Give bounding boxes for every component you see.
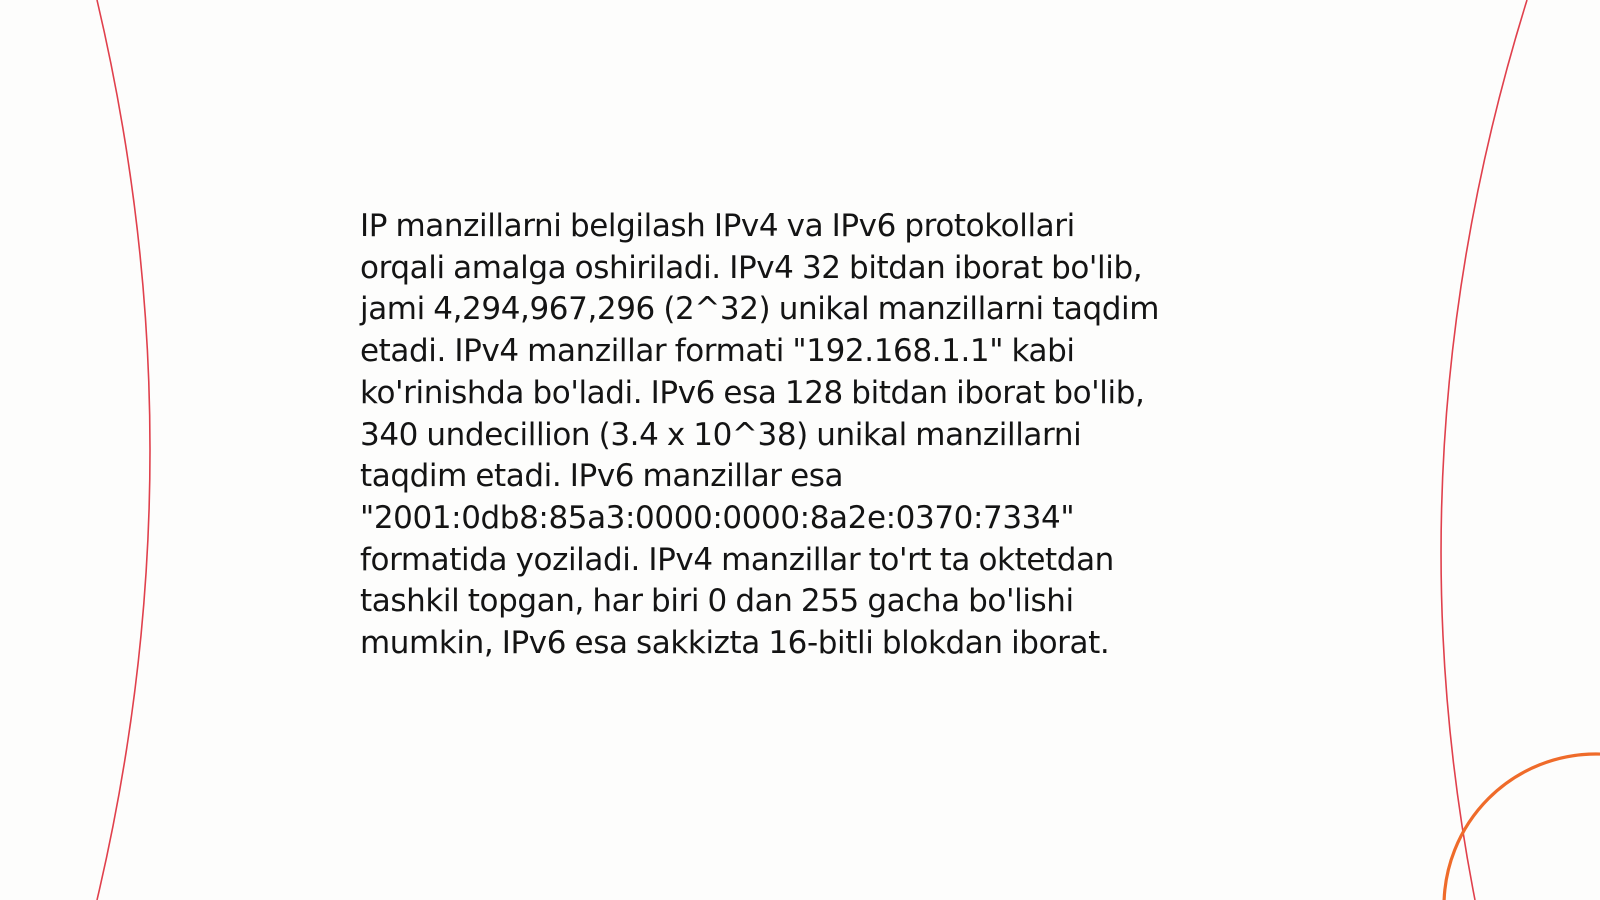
body-line-5: ko'rinishda bo'ladi. IPv6 esa 128 bitdan iborat bo'lib, (360, 374, 1145, 411)
body-line-3: jami 4,294,967,296 (2^32) unikal manzillarni taqdim (360, 291, 1160, 328)
body-line-8: "2001:0db8:85a3:0000:0000:8a2e:0370:7334" (360, 499, 1075, 536)
left-curve-line (97, 0, 150, 900)
body-line-4: etadi. IPv4 manzillar formati "192.168.1.1" kabi (360, 333, 1075, 370)
body-line-10: tashkil topgan, har biri 0 dan 255 gacha bo'lishi (360, 583, 1074, 620)
body-line-9: formatida yoziladi. IPv4 manzillar to'rt ta oktetdan (360, 541, 1114, 578)
right-curve-line (1441, 0, 1527, 900)
orange-arc (1444, 754, 1600, 900)
body-paragraph (360, 206, 1240, 665)
body-line-6: 340 undecillion (3.4 x 10^38) unikal manzillarni (360, 416, 1082, 453)
body-line-2: orqali amalga oshiriladi. IPv4 32 bitdan iborat bo'lib, (360, 249, 1143, 286)
body-line-11: mumkin, IPv6 esa sakkizta 16-bitli blokdan iborat. (360, 625, 1110, 662)
body-line-1: IP manzillarni belgilash IPv4 va IPv6 protokollari (360, 208, 1075, 244)
body-line-7: taqdim etadi. IPv6 manzillar esa (360, 458, 844, 495)
